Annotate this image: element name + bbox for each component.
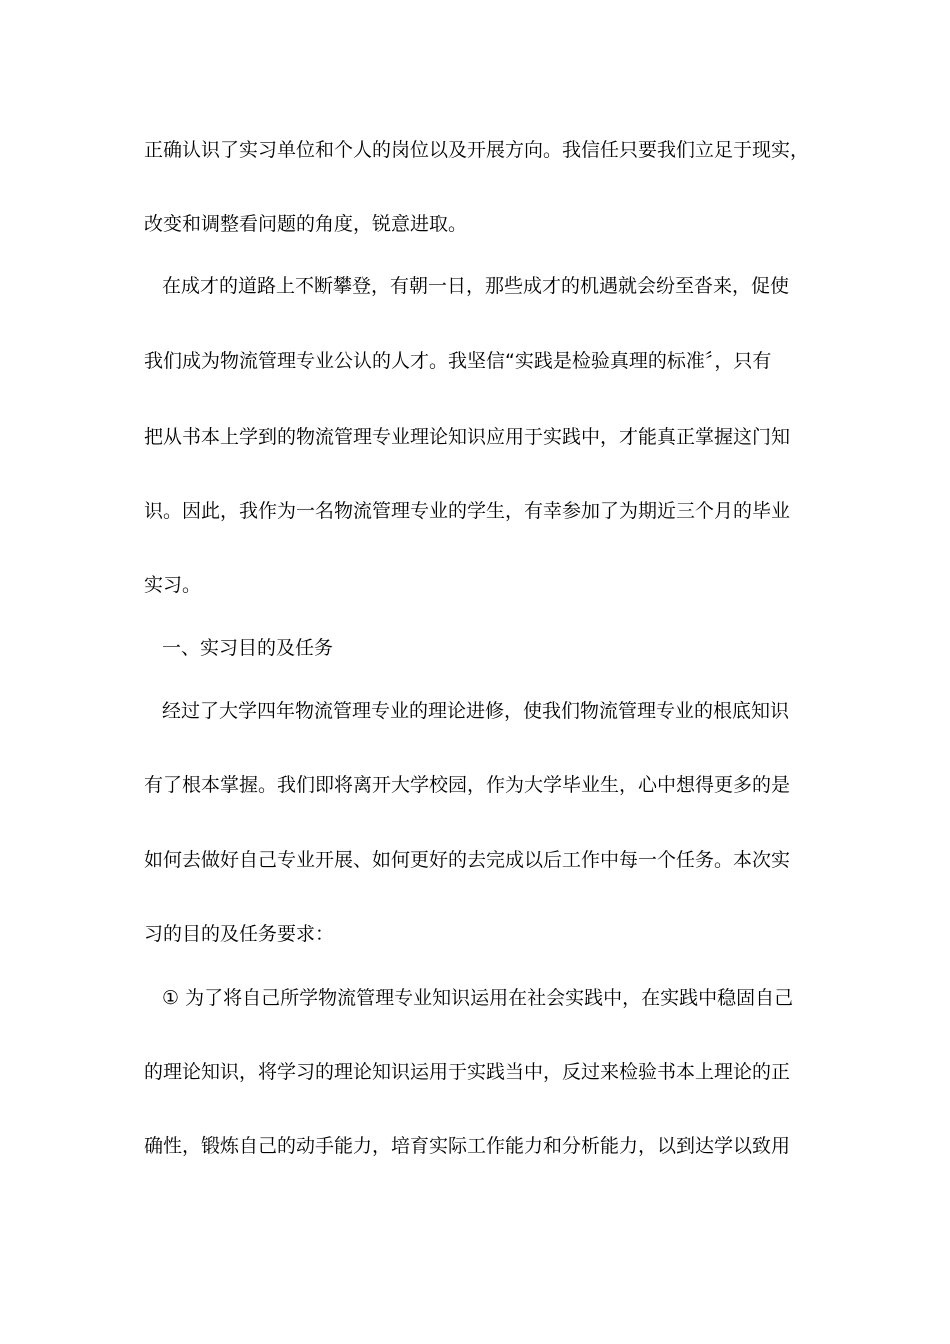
text-line: 有了根本掌握。我们即将离开大学校园，作为大学毕业生，心中想得更多的是 bbox=[144, 774, 791, 796]
text-line: 改变和调整看问题的角度，锐意进取。 bbox=[144, 213, 468, 235]
text-line: 识。因此，我作为一名物流管理专业的学生，有幸参加了为期近三个月的毕业 bbox=[144, 500, 791, 522]
text-line: 实习。 bbox=[144, 574, 202, 596]
list-item-line: ① 为了将自己所学物流管理专业知识运用在社会实践中，在实践中稳固自己 bbox=[162, 987, 794, 1009]
text-line: 我们成为物流管理专业公认的人才。我坚信“实践是检验真理的标准〞，只有 bbox=[144, 350, 772, 372]
text-line: 如何去做好自己专业开展、如何更好的去完成以后工作中每一个任务。本次实 bbox=[144, 849, 791, 871]
text-line: 习的目的及任务要求： bbox=[144, 923, 335, 945]
text-line: 确性，锻炼自己的动手能力，培育实际工作能力和分析能力，以到达学以致用 bbox=[144, 1135, 791, 1157]
paragraph-start-line: 经过了大学四年物流管理专业的理论进修，使我们物流管理专业的根底知识 bbox=[162, 700, 790, 722]
text-line: 的理论知识，将学习的理论知识运用于实践当中，反过来检验书本上理论的正 bbox=[144, 1061, 791, 1083]
text-line: 正确认识了实习单位和个人的岗位以及开展方向。我信任只要我们立足于现实， bbox=[144, 139, 810, 161]
text-line: 把从书本上学到的物流管理专业理论知识应用于实践中，才能真正掌握这门知 bbox=[144, 426, 791, 448]
section-heading: 一、实习目的及任务 bbox=[162, 637, 334, 659]
paragraph-start-line: 在成才的道路上不断攀登，有朝一日，那些成才的机遇就会纷至沓来，促使 bbox=[162, 275, 790, 297]
